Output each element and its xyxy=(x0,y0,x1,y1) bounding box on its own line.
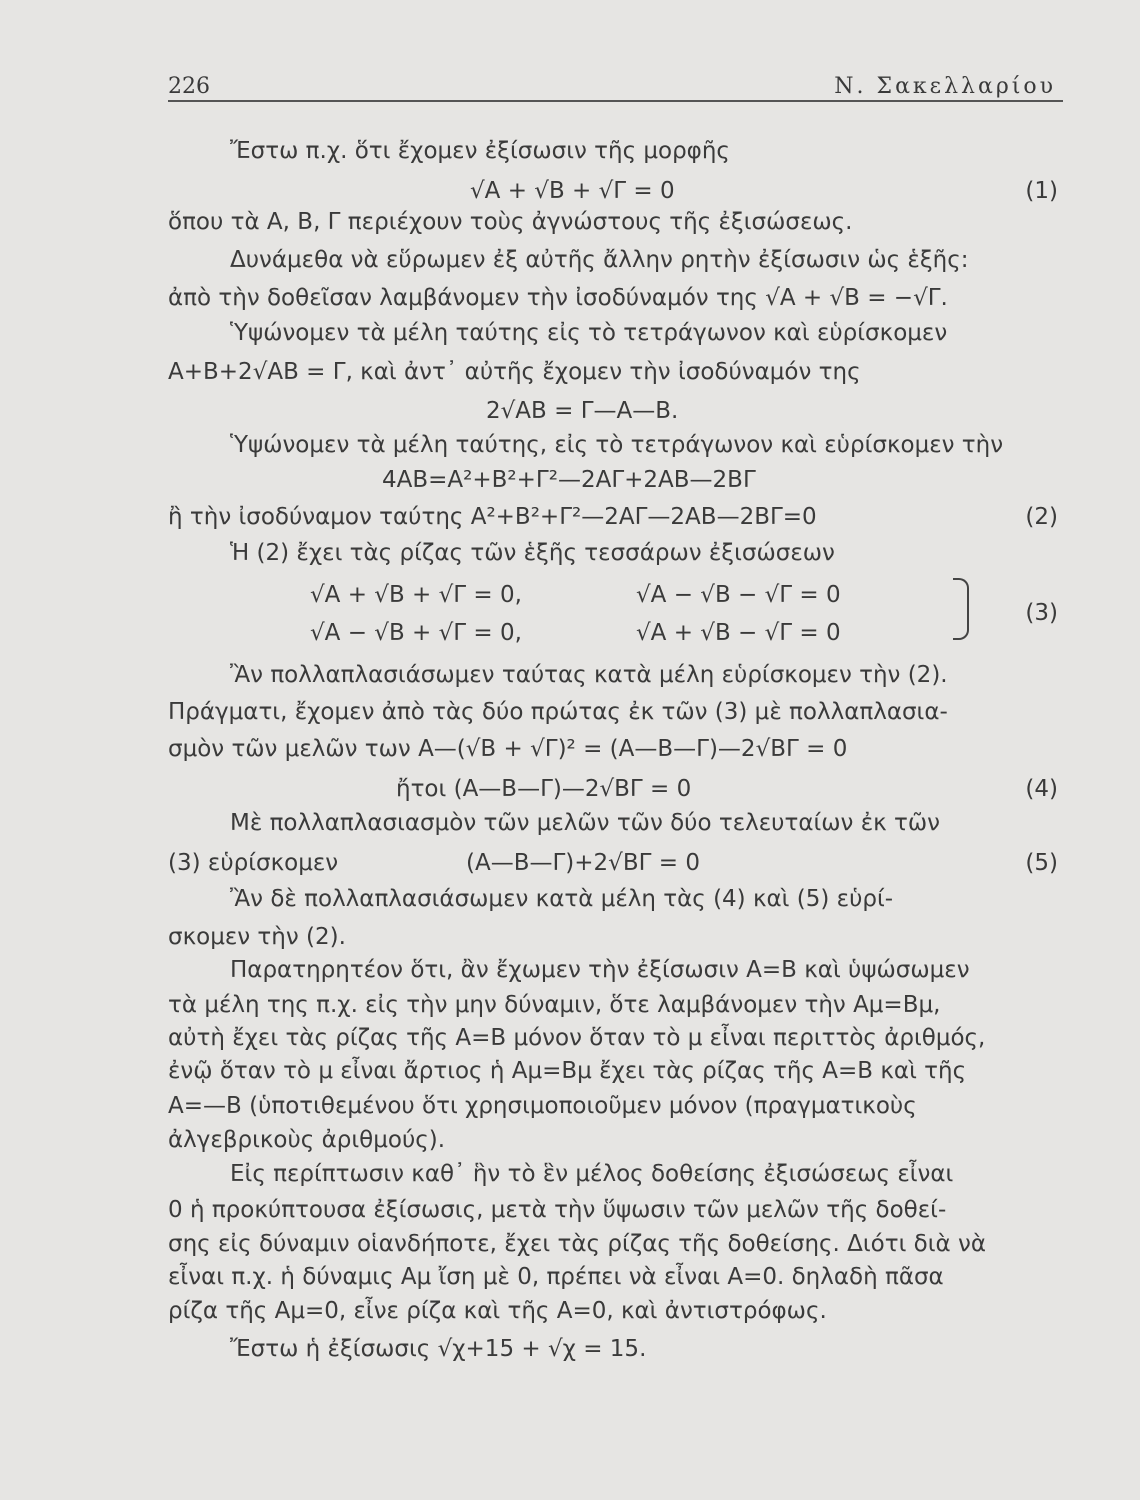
equation: √Α − √Β + √Γ = 0, xyxy=(310,620,522,646)
text-line: Παρατηρητέον ὅτι, ἂν ἔχωμεν τὴν ἐξίσωσιν Α=Β καὶ ὑψώσωμεν xyxy=(230,957,970,983)
equation: √Α + √Β + √Γ = 0, xyxy=(310,582,522,608)
text-line: Δυνάμεθα νὰ εὕρωμεν ἐξ αὐτῆς ἄλλην ρητὴν ἐξίσωσιν ὡς ἑξῆς: xyxy=(230,247,969,273)
text-line: Ὑψώνομεν τὰ μέλη ταύτης εἰς τὸ τετράγωνον καὶ εὑρίσκομεν xyxy=(230,320,948,346)
text-line: Α=—Β (ὑποτιθεμένου ὅτι χρησιμοποιοῦμεν μόνον (πραγματικοὺς xyxy=(168,1093,917,1119)
text-line: εἶναι π.χ. ἡ δύναμις Αμ ἴση μὲ 0, πρέπει νὰ εἶναι Α=0. δηλαδὴ πᾶσα xyxy=(168,1264,944,1290)
text-line: Πράγματι, ἔχομεν ἀπὸ τὰς δύο πρώτας ἐκ τῶν (3) μὲ πολλαπλασια- xyxy=(168,699,948,725)
text-line: ἐνῷ ὅταν τὸ μ εἶναι ἄρτιος ἡ Αμ=Βμ ἔχει τὰς ρίζας τῆς Α=Β καὶ τῆς xyxy=(168,1058,967,1084)
text-line: Ἔστω ἡ ἐξίσωσις √χ+15 + √χ = 15. xyxy=(230,1336,647,1362)
text-line: σμὸν τῶν μελῶν των Α—(√Β + √Γ)² = (Α—Β—Γ)—2√ΒΓ = 0 xyxy=(168,736,848,762)
text-line: 0 ἡ προκύπτουσα ἐξίσωσις, μετὰ τὴν ὕψωσιν τῶν μελῶν τῆς δοθεί- xyxy=(168,1197,947,1223)
equation-number: (4) xyxy=(1025,776,1058,802)
author-name: Ν. Σακελλαρίου xyxy=(834,74,1056,99)
equation-number: (5) xyxy=(1025,850,1058,876)
text-line: (3) εὑρίσκομεν xyxy=(168,850,339,876)
equation: (Α—Β—Γ)+2√ΒΓ = 0 xyxy=(466,850,700,876)
text-line: Α+Β+2√ΑΒ = Γ, καὶ ἀντ᾽ αὐτῆς ἔχομεν τὴν ἰσοδύναμόν της xyxy=(168,359,861,385)
text-line: ἢ τὴν ἰσοδύναμον ταύτης Α²+Β²+Γ²—2ΑΓ—2ΑΒ—2ΒΓ=0 xyxy=(168,504,817,530)
text-line: αὐτὴ ἔχει τὰς ρίζας τῆς Α=Β μόνον ὅταν τὸ μ εἶναι περιττὸς ἀριθμός, xyxy=(168,1025,986,1051)
equation: 2√ΑΒ = Γ—Α—Β. xyxy=(486,398,679,424)
header-rule xyxy=(168,100,1063,102)
text-line: Ἂν πολλαπλασιάσωμεν ταύτας κατὰ μέλη εὑρίσκομεν τὴν (2). xyxy=(230,662,948,688)
page-number: 226 xyxy=(168,74,210,99)
equation: √Α − √Β − √Γ = 0 xyxy=(636,582,841,608)
equation: √Α + √Β − √Γ = 0 xyxy=(636,620,841,646)
text-line: ἀλγεβρικοὺς ἀριθμούς). xyxy=(168,1127,446,1153)
equation-number: (3) xyxy=(1025,600,1058,626)
equation: 4ΑΒ=Α²+Β²+Γ²—2ΑΓ+2ΑΒ—2ΒΓ xyxy=(382,467,756,493)
equation: √Α + √Β + √Γ = 0 xyxy=(470,178,675,204)
text-line: Εἰς περίπτωσιν καθ᾽ ἣν τὸ ἓν μέλος δοθείσης ἐξισώσεως εἶναι xyxy=(230,1161,954,1187)
text-line: τὰ μέλη της π.χ. εἰς τὴν μην δύναμιν, ὅτε λαμβάνομεν τὴν Αμ=Βμ, xyxy=(168,992,941,1018)
equation-number: (2) xyxy=(1025,504,1058,530)
text-line: Ἂν δὲ πολλαπλασιάσωμεν κατὰ μέλη τὰς (4) καὶ (5) εὑρί- xyxy=(230,886,894,912)
equation: ἤτοι (Α—Β—Γ)—2√ΒΓ = 0 xyxy=(396,776,692,802)
text-line: Μὲ πολλαπλασιασμὸν τῶν μελῶν τῶν δύο τελευταίων ἐκ τῶν xyxy=(230,810,940,836)
text-line: Ὑψώνομεν τὰ μέλη ταύτης, εἰς τὸ τετράγωνον καὶ εὑρίσκομεν τὴν xyxy=(230,432,1004,458)
text-line: σκομεν τὴν (2). xyxy=(168,924,346,950)
equation-number: (1) xyxy=(1025,178,1058,204)
text-line: ἀπὸ τὴν δοθεῖσαν λαμβάνομεν τὴν ἰσοδύναμόν της √Α + √Β = −√Γ. xyxy=(168,285,948,311)
text-line: ὅπου τὰ Α, Β, Γ περιέχουν τοὺς ἀγνώστους τῆς ἐξισώσεως. xyxy=(168,209,853,235)
text-line: σης εἰς δύναμιν οἱανδήποτε, ἔχει τὰς ρίζας τῆς δοθείσης. Διότι διὰ νὰ xyxy=(168,1231,987,1257)
text-line: ρίζα τῆς Αμ=0, εἶνε ρίζα καὶ τῆς Α=0, καὶ ἀντιστρόφως. xyxy=(168,1298,827,1324)
text-line: Ἔστω π.χ. ὅτι ἔχομεν ἐξίσωσιν τῆς μορφῆς xyxy=(230,138,730,164)
right-brace xyxy=(953,578,969,640)
text-line: Ἡ (2) ἔχει τὰς ρίζας τῶν ἑξῆς τεσσάρων ἐξισώσεων xyxy=(230,540,835,566)
